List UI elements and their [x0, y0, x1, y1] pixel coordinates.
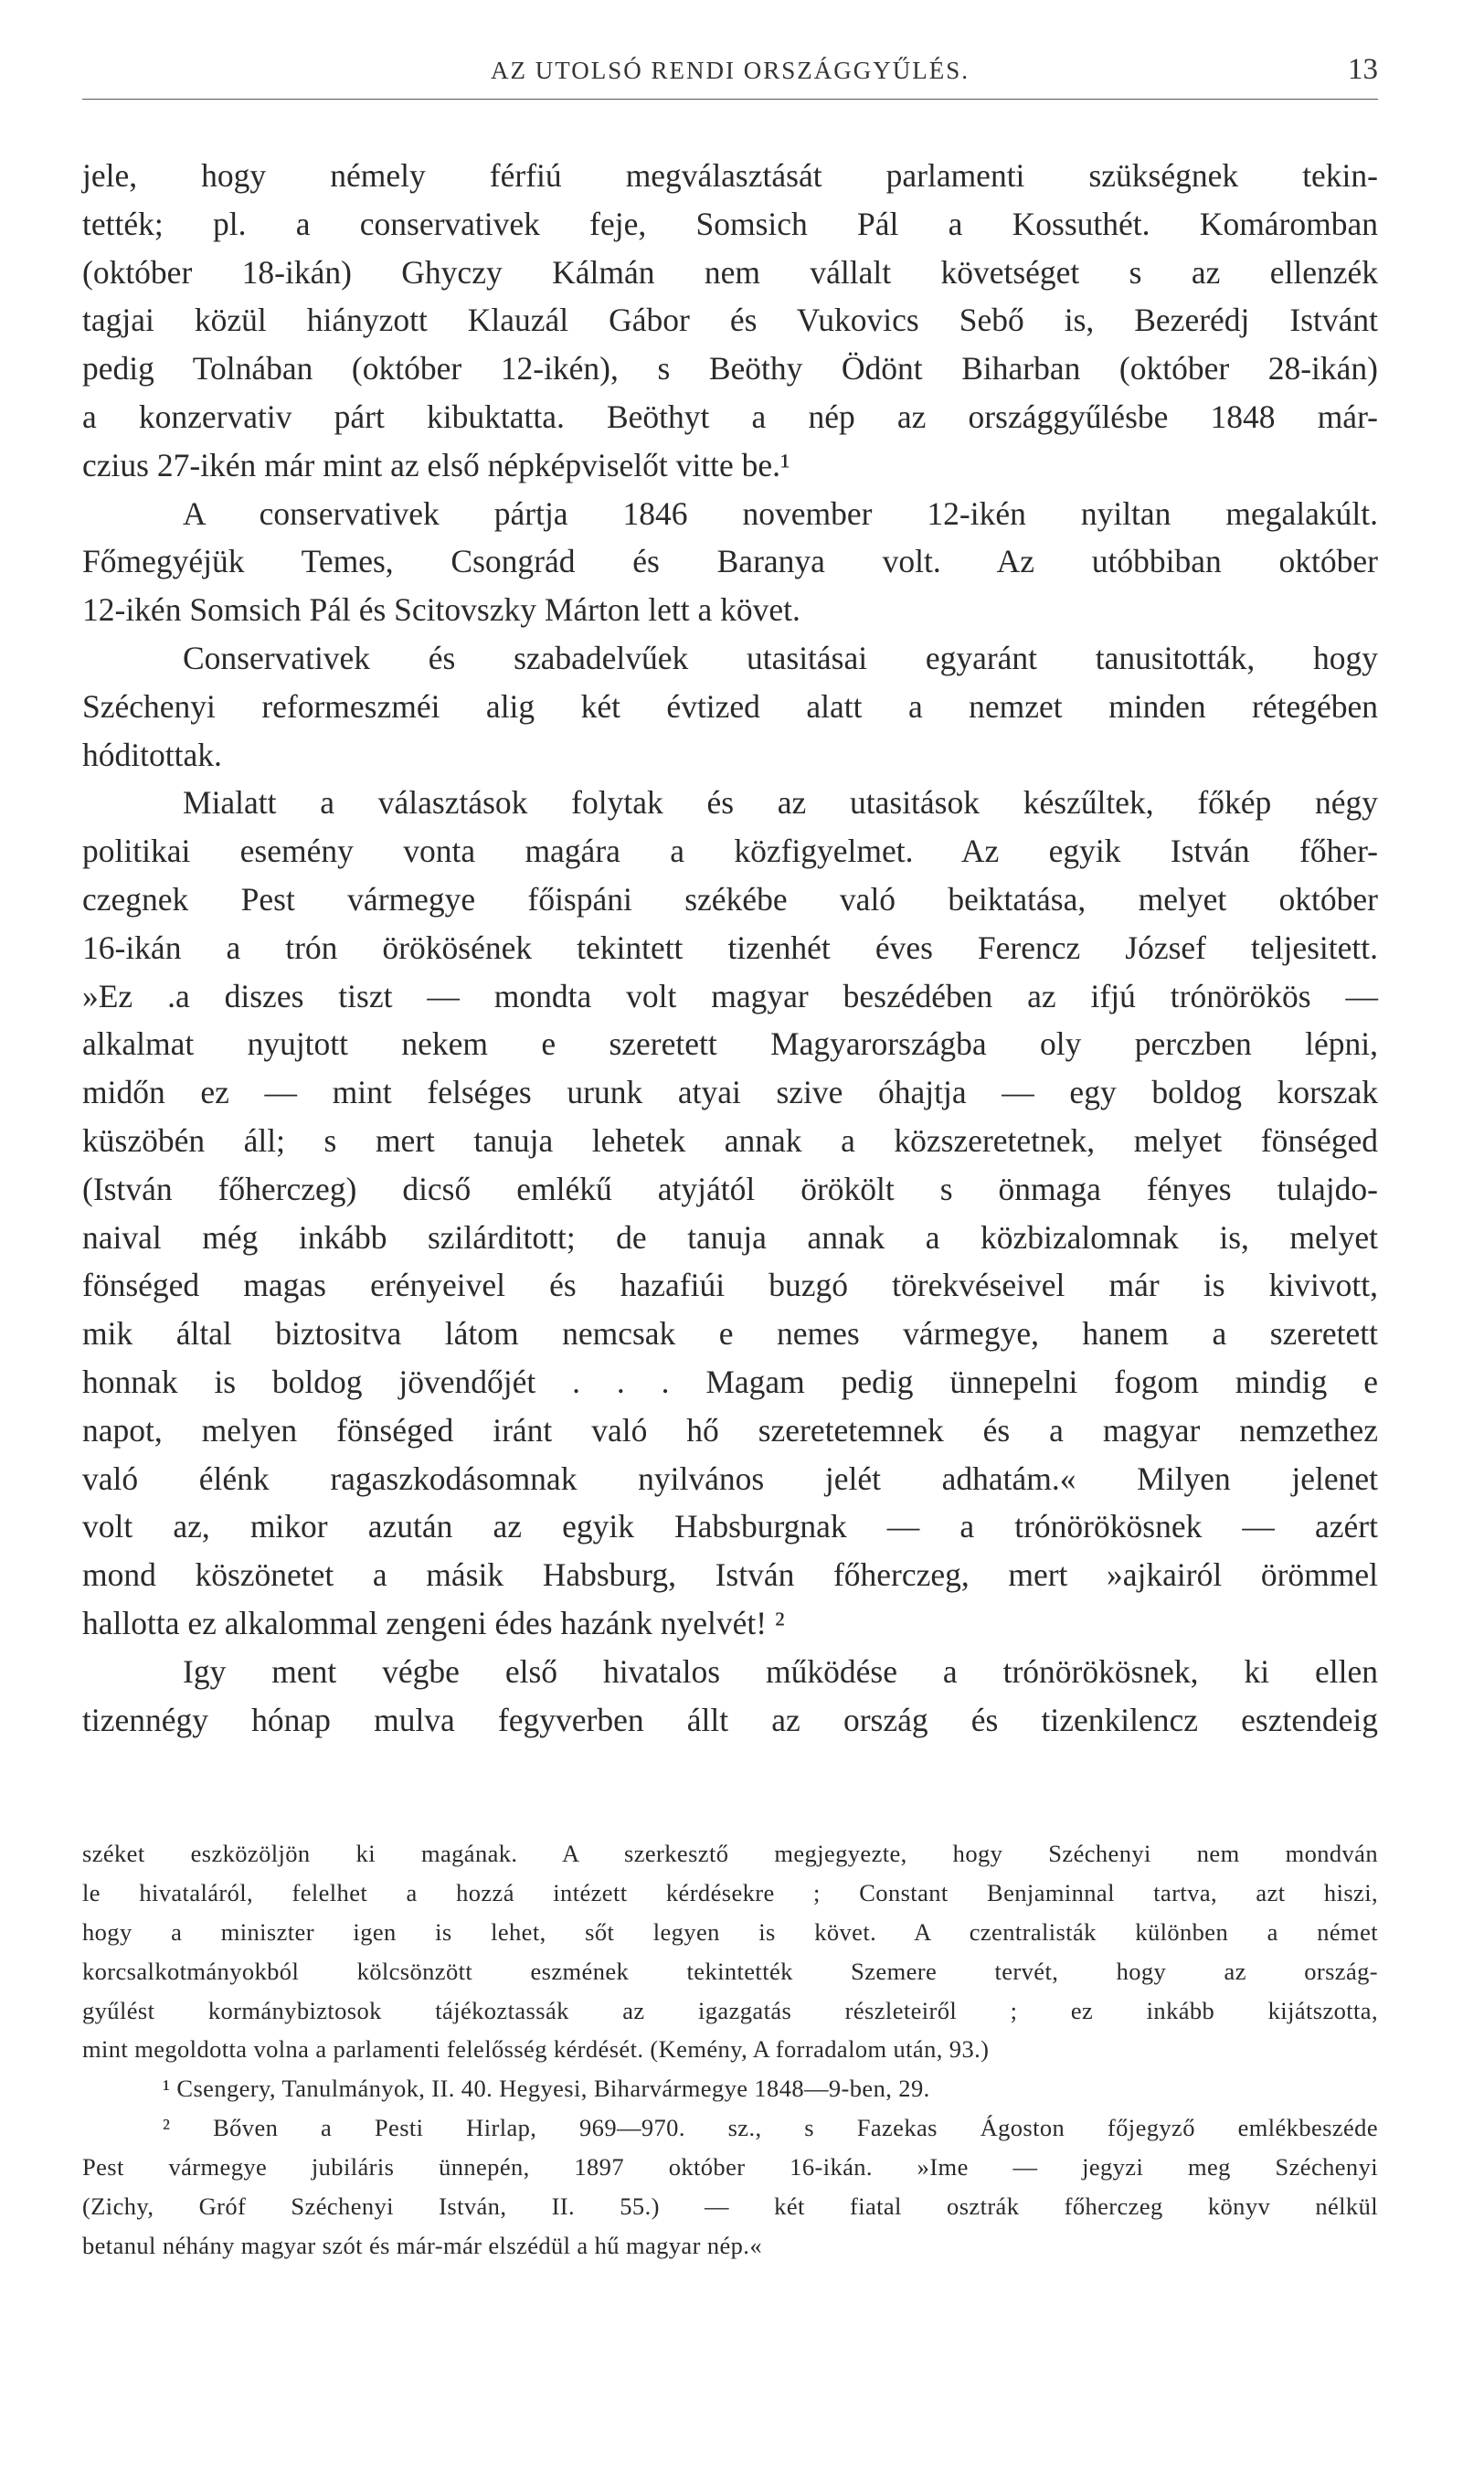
text-line: Mialatt a választások folytak és az utasitások készűltek, főkép négy [183, 784, 1378, 822]
footnote-line: korcsalkotmányokból kölcsönzött eszmének tekintették Szemere tervét, hogy az ország- [82, 1957, 1378, 1985]
text-line: a konzervativ párt kibuktatta. Beöthyt a nép az országgyűlésbe 1848 már- [82, 398, 1378, 435]
text-line: való élénk ragaszkodásomnak nyilvános jelét adhatám.« Milyen jelenet [82, 1460, 1378, 1497]
text-line: czius 27-ikén már mint az első népképviselőt vitte be.¹ [82, 446, 790, 483]
text-line: honnak is boldog jövendőjét . . . Magam pedig ünnepelni fogom mindig e [82, 1363, 1378, 1400]
footnote-line: Pest vármegye jubiláris ünnepén, 1897 október 16-ikán. »Ime — jegyzi meg Széchenyi [82, 2153, 1378, 2181]
footnotes [82, 1834, 1378, 2266]
footnote-line: ² Bőven a Pesti Hirlap, 969—970. sz., s Fazekas Ágoston főjegyző emlékbeszéde [163, 2114, 1378, 2142]
text-line: 16-ikán a trón örökösének tekintett tizenhét éves Ferencz József teljesitett. [82, 929, 1378, 966]
text-line: (október 18-ikán) Ghyczy Kálmán nem vállalt követséget s az ellenzék [82, 253, 1378, 291]
text-line: (István főherczeg) dicső emlékű atyjától örökölt s önmaga fényes tulajdo- [82, 1170, 1378, 1207]
text-line: fönséged magas erényeivel és hazafiúi buzgó törekvéseivel már is kivivott, [82, 1267, 1378, 1304]
text-line: küszöbén áll; s mert tanuja lehetek annak a közszeretetnek, melyet fönséged [82, 1121, 1378, 1159]
text-line: A conservativek pártja 1846 november 12-ikén nyiltan megalakúlt. [183, 494, 1378, 532]
footnote-line: le hivataláról, felelhet a hozzá intézett kérdésekre ; Constant Benjaminnal tartva, azt hiszi, [82, 1878, 1378, 1906]
footnote-line: mint megoldotta volna a parlamenti felelősség kérdését. (Kemény, A forradalom után, 93.) [82, 2035, 990, 2064]
text-line: politikai esemény vonta magára a közfigyelmet. Az egyik István főher- [82, 833, 1378, 870]
text-line: hallotta ez alkalommal zengeni édes hazánk nyelvét! ² [82, 1604, 785, 1641]
text-line: naival még inkább szilárditott; de tanuja annak a közbizalomnak is, melyet [82, 1218, 1378, 1256]
main-text [82, 152, 1378, 1744]
running-title: AZ UTOLSÓ RENDI ORSZÁGGYŰLÉS. [490, 57, 970, 84]
text-line: alkalmat nyujtott nekem e szeretett Magyarországba oly perczben lépni, [82, 1025, 1378, 1063]
text-line: Széchenyi reformeszméi alig két évtized alatt a nemzet minden rétegében [82, 687, 1378, 725]
text-line: mik által biztositva látom nemcsak e nemes vármegye, hanem a szeretett [82, 1315, 1378, 1353]
text-line: tették; pl. a conservativek feje, Somsich Pál a Kossuthét. Komáromban [82, 205, 1378, 242]
footnote-line: ¹ Csengery, Tanulmányok, II. 40. Hegyesi, Biharvármegye 1848—9-ben, 29. [163, 2075, 930, 2103]
footnote-line: (Zichy, Gróf Széchenyi István, II. 55.) — két fiatal osztrák főherczeg könyv nélkül [82, 2192, 1378, 2221]
footnote-line: betanul néhány magyar szót és már-már elszédül a hű magyar nép.« [82, 2231, 762, 2259]
text-line: mond köszönetet a másik Habsburg, István főherczeg, mert »ajkairól örömmel [82, 1556, 1378, 1594]
text-line: Igy ment végbe első hivatalos működése a trónörökösnek, ki ellen [183, 1652, 1378, 1690]
text-line: volt az, mikor azután az egyik Habsburgnak — a trónörökösnek — azért [82, 1508, 1378, 1545]
footnote-line: széket eszközöljön ki magának. A szerkesztő megjegyezte, hogy Széchenyi nem mondván [82, 1840, 1378, 1867]
text-line: midőn ez — mint felséges urunk atyai szive óhajtja — egy boldog korszak [82, 1074, 1378, 1111]
text-line: Conservativek és szabadelvűek utasitásai egyaránt tanusitották, hogy [183, 639, 1378, 676]
text-line: Főmegyéjük Temes, Csongrád és Baranya volt. Az utóbbiban október [82, 543, 1378, 580]
text-line: »Ez .a diszes tiszt — mondta volt magyar beszédében az ifjú trónörökös — [82, 977, 1378, 1014]
text-line: tizennégy hónap mulva fegyverben állt az ország és tizenkilencz esztendeig [82, 1701, 1378, 1738]
footnote-line: hogy a miniszter igen is lehet, sőt legyen is követ. A czentralisták különben a német [82, 1917, 1378, 1946]
text-line: jele, hogy némely férfiú megválasztását parlamenti szükségnek tekin- [82, 157, 1378, 194]
text-line: czegnek Pest vármegye főispáni székébe való beiktatása, melyet október [82, 880, 1378, 918]
footnote-line: gyűlést kormánybiztosok tájékoztassák az igazgatás részleteiről ; ez inkább kijátszotta, [82, 1996, 1378, 2024]
text-line: hóditottak. [82, 736, 222, 773]
page-header [82, 51, 1378, 100]
text-line: 12-ikén Somsich Pál és Scitovszky Márton lett a követ. [82, 591, 800, 629]
text-line: pedig Tolnában (október 12-ikén), s Beöthy Ödönt Biharban (október 28-ikán) [82, 350, 1378, 387]
text-line: napot, melyen fönséged iránt való hő szeretetemnek és a magyar nemzethez [82, 1411, 1378, 1449]
page-number: 13 [1348, 53, 1378, 86]
text-line: tagjai közül hiányzott Klauzál Gábor és Vukovics Sebő is, Bezerédj Istvánt [82, 302, 1378, 339]
